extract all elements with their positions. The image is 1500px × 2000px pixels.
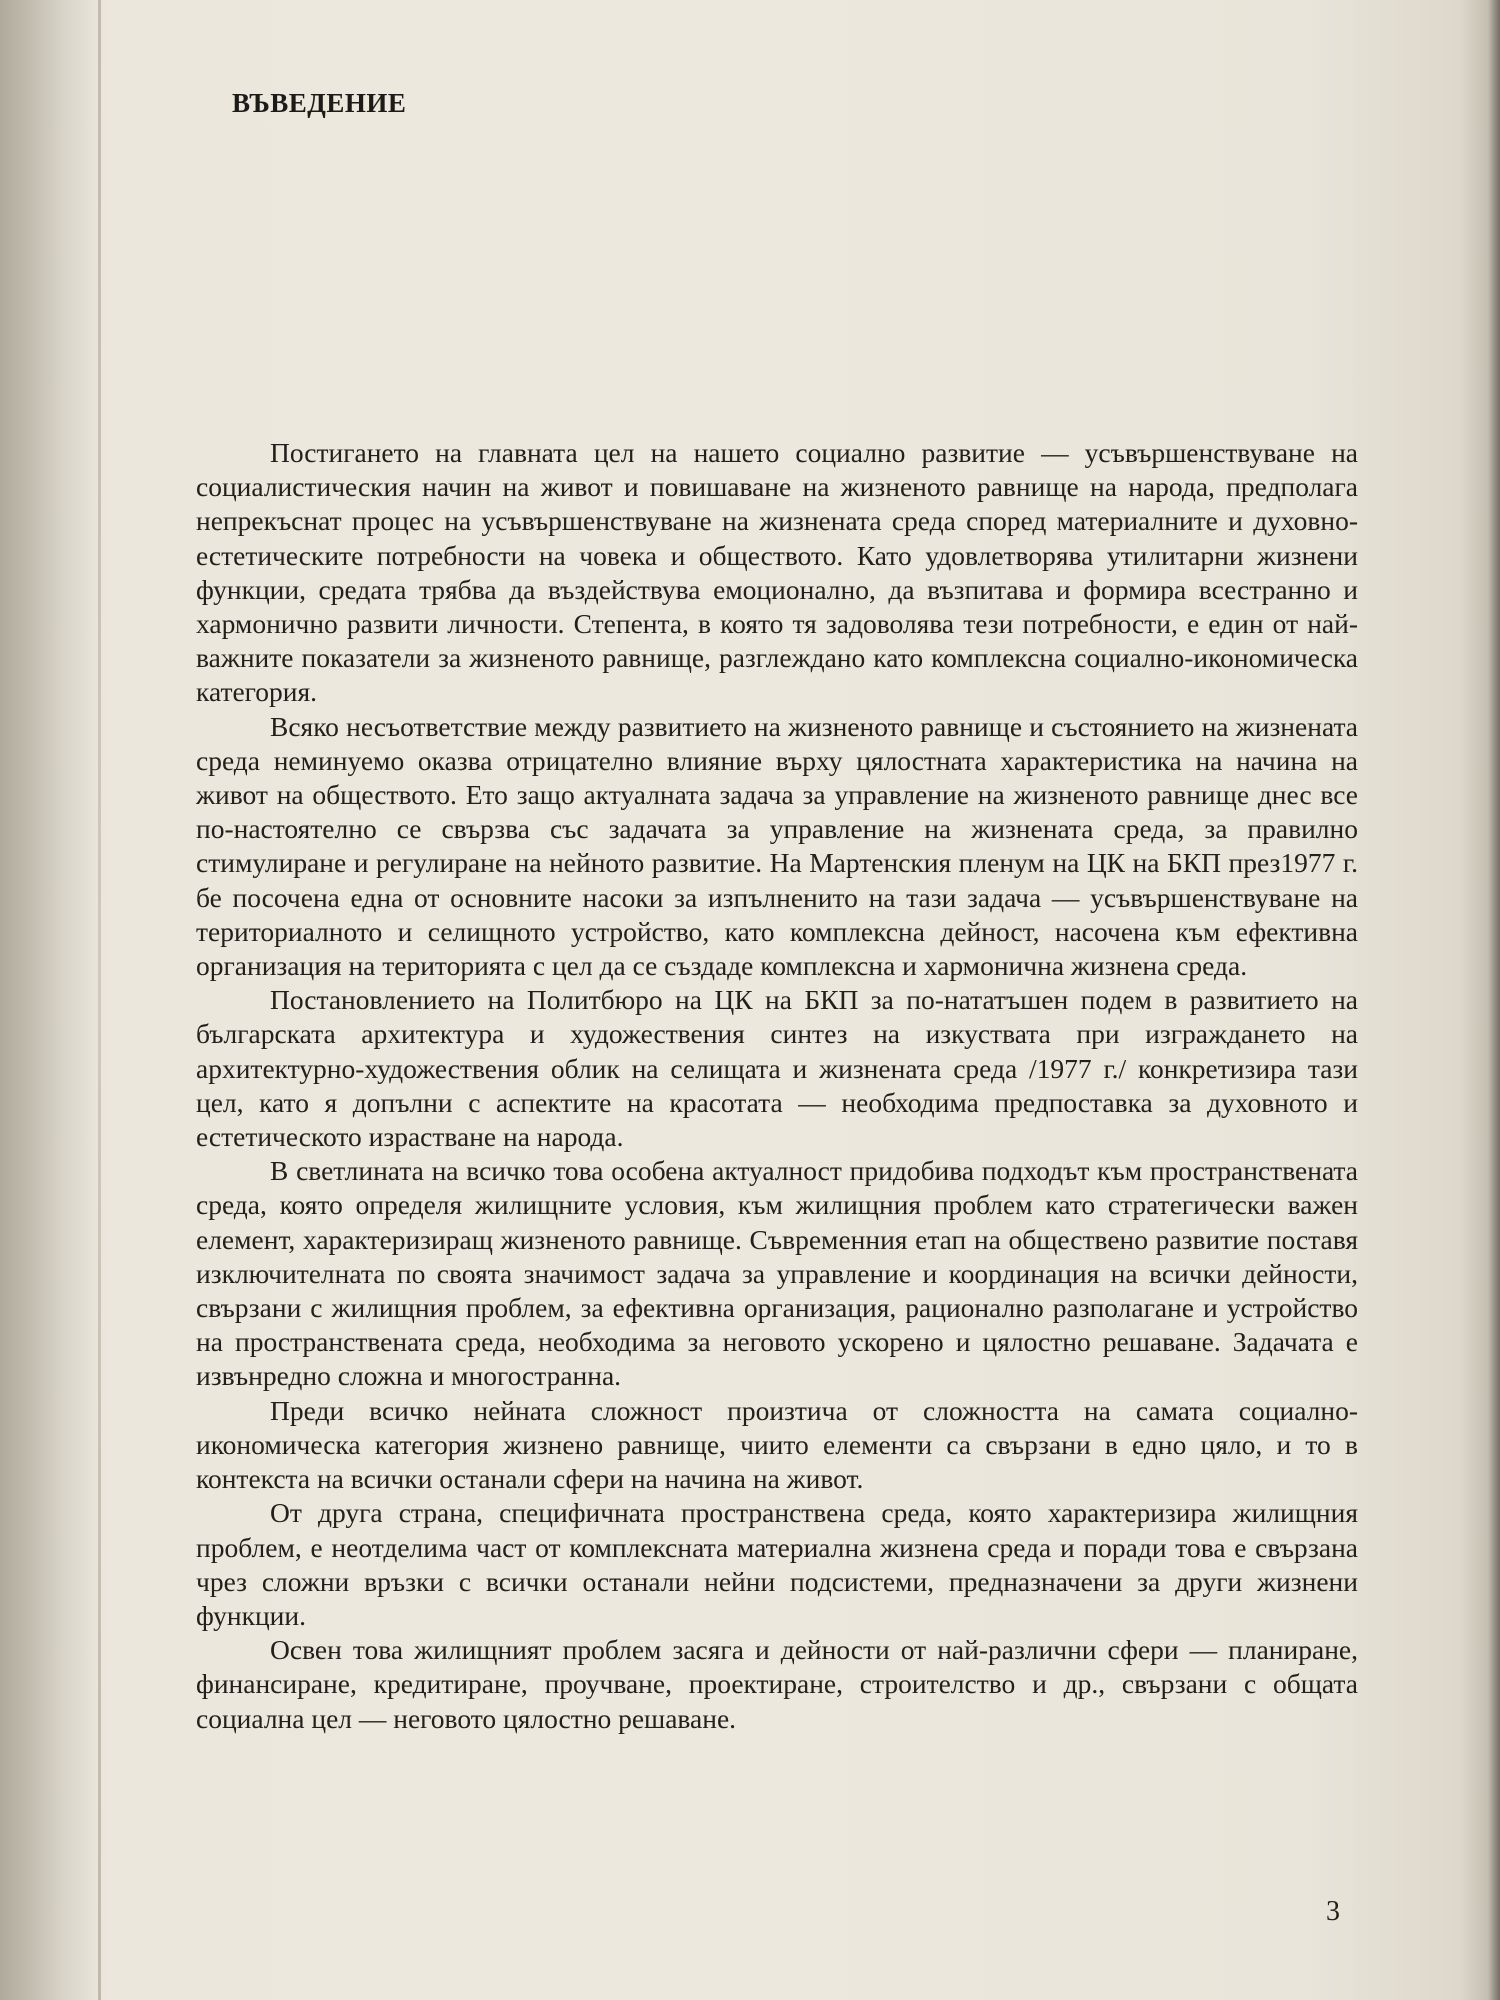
chapter-heading: ВЪВЕДЕНИЕ — [232, 88, 407, 118]
paragraph-2: Всяко несъответствие между развитието на жизненото равнище и състоянието на жизнената среда неминуемо оказва отрицателно влияние върху цялостната характеристика на начина на живот на обществото. Ето защо актуалната задача за управление на жизненото равнище днес все по-настоятелно се свързва със задачата за управление на жизнената среда, за правилно стимулиране и регулиране на нейното развитие. На Мартенския пленум на ЦК на БКП през1977 г. бе посочена една от основните насоки за изпълненито на тази задача — усъвършенствуване на териториалното и селищното устройство, като комплексна дейност, насочена към ефективна организация на територията с цел да се създаде комплексна и хармонична жизнена среда. — [196, 710, 1358, 982]
page-number: 3 — [1326, 1896, 1340, 1927]
paragraph-7: Освен това жилищният проблем засяга и дейности от най-различни сфери — планиране, финансиране, кредитиране, проучване, проектиране, строителство и др., свързани с общата социална цел — неговото цялостно решаване. — [196, 1634, 1358, 1734]
page-edge-shadow — [1488, 0, 1500, 2000]
paragraph-1: Постигането на главната цел на нашето социално развитие — усъвършенствуване на социалистическия начин на живот и повишаване на жизненото равнище на народа, предполага непрекъснат процес на усъвършенствуване на жизнената среда според материалните и духовно-естетическите потребности на човека и обществото. Като удовлетворява утилитарни жизнени функции, средата трябва да въздействува емоционално, да възпитава и формира всестранно и хармонично развити личности. Степента, в която тя задоволява тези потребности, е един от най-важните показатели за жизненото равнище, разглеждано като комплексна социално-икономическа категория. — [196, 437, 1358, 708]
binding-fold — [98, 0, 101, 2000]
paragraph-6: От друга страна, специфичната пространствена среда, която характеризира жилищния проблем, е неотделима част от комплексната материална жизнена среда и поради това е свързана чрез сложни връзки с всички останали нейни подсистеми, предназначени за други жизнени функции. — [196, 1497, 1358, 1631]
body-text — [196, 436, 1358, 1736]
paragraph-5: Преди всичко нейната сложност произтича от сложността на самата социално-икономическа категория жизнено равнище, чиито елементи са свързани в едно цяло, и то в контекста на всички останали сфери на начина на живот. — [196, 1394, 1358, 1495]
binding-shadow — [0, 0, 100, 2000]
paragraph-4: В светлината на всичко това особена актуалност придобива подходът към пространствената среда, която определя жилищните условия, към жилищния проблем като стратегически важен елемент, характеризиращ жизненото равнище. Съвременния етап на обществено развитие поставя изключителната по своята значимост задача за управление и координация на всички дейности, свързани с жилищния проблем, за ефективна организация, рационално разполагане и устройство на пространствената среда, необходима за неговото ускорено и цялостно решаване. Задачата е извънредно сложна и многостранна. — [196, 1155, 1358, 1392]
paragraph-3: Постановлението на Политбюро на ЦК на БКП за по-нататъшен подем в развитието на българската архитектура и художествения синтез на изкуствата при изграждането на архитектурно-художествения облик на селищата и жизнената среда /1977 г./ конкретизира тази цел, като я допълни с аспектите на красотата — необходима предпоставка за духовното и естетическото израстване на народа. — [196, 984, 1358, 1153]
